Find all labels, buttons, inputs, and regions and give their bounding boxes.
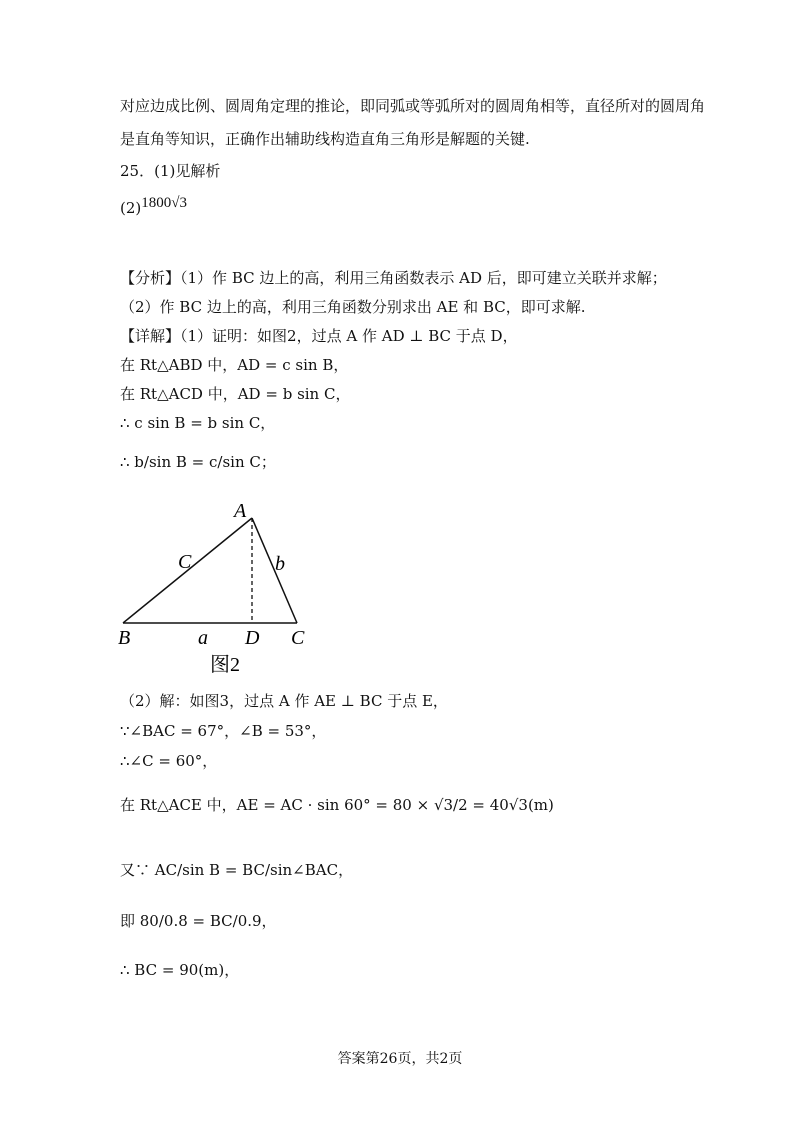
answer-25 — [120, 161, 220, 181]
analysis-text-1: （1）作 BC 边上的高，利用三角函数表示 AD 后，即可建立关联并求解； — [180, 269, 667, 287]
answer-part-1: (1)见解析 — [154, 162, 221, 180]
label-a: A — [234, 500, 247, 522]
label-side-b: b — [275, 553, 285, 575]
intro-line-2: 是直角等知识，正确作出辅助线构造直角三角形是解题的关键. — [120, 130, 530, 148]
label-c: C — [291, 627, 305, 649]
figure-caption: 图2 — [210, 654, 240, 676]
label-side-c: C — [178, 551, 192, 573]
step-2: 在 Rt△ACD 中，AD = b sin C， — [120, 385, 351, 403]
answer-part-2-label: (2) — [120, 199, 142, 217]
detail-tag: 【详解】 — [120, 327, 181, 345]
part2-line-1: （2）解：如图3，过点 A 作 AE ⊥ BC 于点 E， — [120, 692, 448, 710]
part2-line-6: 即 80/0.8 = BC/0.9， — [120, 912, 277, 930]
answer-25-part-2 — [120, 192, 187, 217]
triangle-figure — [110, 495, 330, 680]
analysis-line-2: （2）作 BC 边上的高，利用三角函数分别求出 AE 和 BC，即可求解. — [120, 298, 586, 316]
analysis-line-1 — [120, 268, 667, 288]
label-d: D — [245, 627, 260, 649]
detail-line-1 — [120, 326, 518, 346]
part2-line-5: 又∵ AC/sin B = BC/sin∠BAC， — [120, 861, 354, 879]
answer-part-2-value: 1800√3 — [141, 195, 187, 211]
part2-line-7: ∴ BC = 90(m)， — [120, 961, 240, 979]
page-footer: 答案第26页，共2页 — [337, 1051, 463, 1067]
analysis-tag: 【分析】 — [120, 269, 181, 287]
intro-line-1: 对应边成比例、圆周角定理的推论，即同弧或等弧所对的圆周角相等，直径所对的圆周角 — [120, 97, 706, 115]
step-4: ∴ b/sin B = c/sin C； — [120, 453, 276, 471]
part2-line-4: 在 Rt△ACE 中，AE = AC · sin 60° = 80 × √3/2 = 40√3(m) — [120, 796, 554, 814]
part2-line-2: ∵∠BAC = 67°，∠B = 53°， — [120, 722, 327, 740]
part2-line-3: ∴∠C = 60°， — [120, 752, 218, 770]
question-number: 25． — [120, 162, 155, 180]
label-side-a: a — [198, 627, 208, 649]
label-b: B — [118, 627, 131, 649]
step-1: 在 Rt△ABD 中，AD = c sin B， — [120, 356, 349, 374]
detail-text-1: （1）证明：如图2，过点 A 作 AD ⊥ BC 于点 D， — [180, 327, 518, 345]
step-3: ∴ c sin B = b sin C， — [120, 414, 276, 432]
